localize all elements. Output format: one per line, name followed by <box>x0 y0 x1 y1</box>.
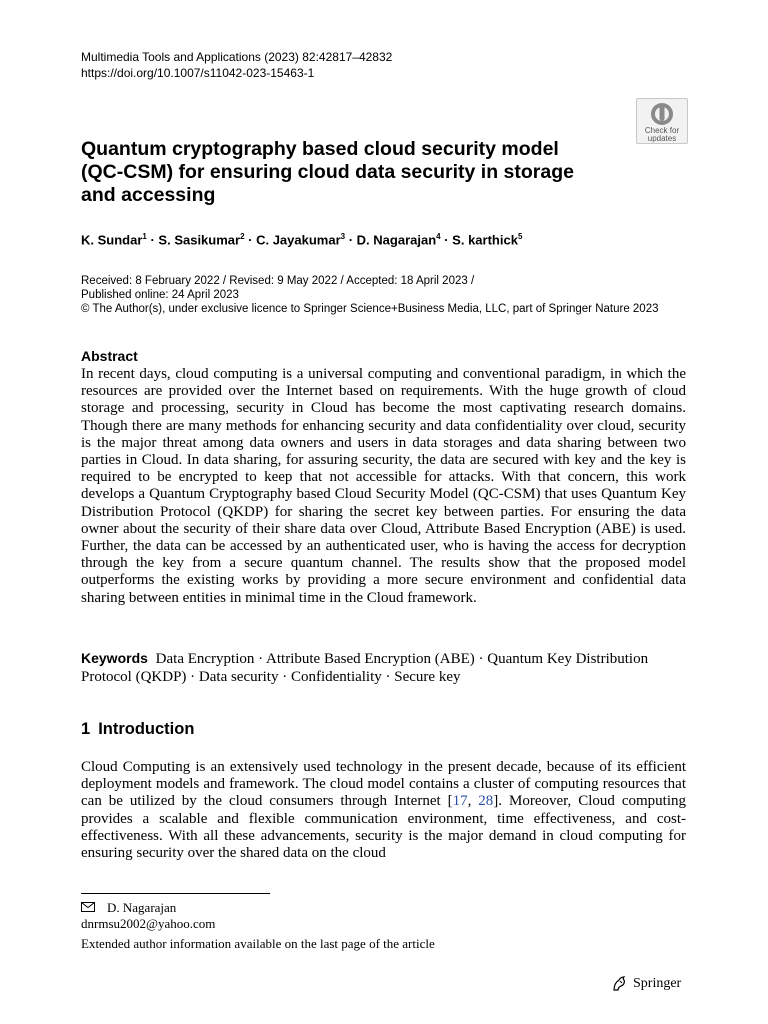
crossmark-icon <box>650 102 674 126</box>
copyright-line: © The Author(s), under exclusive licence to Springer Science+Business Media, LLC, part of Springer Nature 2023 <box>81 303 659 315</box>
author-affiliation: 4 <box>436 232 441 241</box>
author-affiliation: 1 <box>142 232 147 241</box>
citation-separator: , <box>467 793 479 810</box>
author-affiliation: 3 <box>340 232 346 241</box>
journal-header <box>81 49 392 81</box>
abstract-text: In recent days, cloud computing is a universal computing and conventional paradigm, in which the resources are provided over the Internet based on requirements. With the huge growth of cloud storage and processing, security in Cloud has become the most captivating research domains. Though there are many methods for enhancing security and data confidentiality over cloud, security is the major threat among data owners and users in data storages and data sharing between two parties in Cloud. In data sharing, for assuring security, the data are secured with key and the key is required to be encrypted to keep that not accessible for attacks. With that concern, this work develops a Quantum Cryptography based Cloud Security Model (QC-CSM) that uses Quantum Key Distribution Protocol (QKDP) for sharing the secret key between parties. For ensuring the data owner about the security of their share data over Cloud, Attribute Based Encryption (ABE) is used. Further, the data can be accessed by an authenticated user, who is having the access for decryption through the key from a secure quantum channel. The results show that the proposed model outperforms the existing works by providing a more secure environment and confidential data sharing between entities in minimal time in the Cloud framework. <box>81 366 686 606</box>
author-name[interactable]: K. Sundar <box>81 232 143 248</box>
introduction-text <box>81 759 686 862</box>
journal-citation: Multimedia Tools and Applications (2023) 82:42817–42832 <box>81 50 393 64</box>
extended-author-info: Extended author information available on the last page of the article <box>81 936 435 951</box>
check-updates-label-2: updates <box>647 134 677 143</box>
citation-link[interactable]: 28 <box>478 793 494 810</box>
keywords-label: Keywords <box>81 650 148 666</box>
keywords-text: Data Encryption · Attribute Based Encryption (ABE) · Quantum Key Distribution Protocol (QKDP) · Data security · Confidentiality · Secure key <box>81 651 649 685</box>
section-title: Introduction <box>98 720 195 738</box>
section-heading-introduction <box>81 720 194 739</box>
section-number: 1 <box>81 720 91 738</box>
check-updates-label-1: Check for <box>644 126 680 135</box>
springer-wordmark: Springer <box>633 975 682 991</box>
dates-line-published: Published online: 24 April 2023 <box>81 289 239 301</box>
author-name[interactable]: D. Nagarajan <box>356 232 437 248</box>
check-for-updates-badge[interactable] <box>636 98 688 144</box>
corresponding-author-name: D. Nagarajan <box>107 900 177 915</box>
doi-link[interactable]: https://doi.org/10.1007/s11042-023-15463-1 <box>81 66 315 80</box>
author-list: K. Sundar$^1$ · S. Sasikumar$^2$ · C. Jayakumar$^3$ · D. Nagarajan$^4$ · S. karthick$^5$ <box>81 232 523 248</box>
envelope-icon <box>81 902 95 912</box>
dates-line-received: Received: 8 February 2022 / Revised: 9 May 2022 / Accepted: 18 April 2023 / <box>81 275 475 287</box>
author-affiliation: 5 <box>517 232 523 241</box>
corresponding-author-email[interactable]: dnrmsu2002@yahoo.com <box>81 916 216 931</box>
citation-link[interactable]: 17 <box>452 793 468 810</box>
author-name[interactable]: C. Jayakumar <box>256 232 341 248</box>
publication-dates <box>81 274 659 316</box>
abstract-heading: Abstract <box>81 348 138 364</box>
author-name[interactable]: S. Sasikumar <box>158 232 241 248</box>
author-name[interactable]: S. karthick <box>452 232 518 248</box>
intro-text-part1: Cloud Computing is an extensively used technology in the present decade, because of its efficient deployment models and framework. The cloud model contains a cluster of computing resources that can be utilized by the cloud consumers through Internet [ <box>81 759 686 810</box>
springer-logo[interactable] <box>611 975 681 992</box>
footnote-divider <box>81 893 270 894</box>
intro-text-part2: ]. Moreover, Cloud computing provides a scalable and flexible communication environment, time effectiveness, and cost-effectiveness. With all these advancements, security is the major demand in cloud computing for ensuring security over the shared data on the cloud <box>81 793 687 862</box>
keywords <box>81 650 686 686</box>
springer-horse-icon <box>611 975 628 992</box>
author-affiliation: 2 <box>240 232 245 241</box>
paper-title: Quantum cryptography based cloud security model (QC-CSM) for ensuring cloud data security in storage and accessing <box>81 138 574 206</box>
